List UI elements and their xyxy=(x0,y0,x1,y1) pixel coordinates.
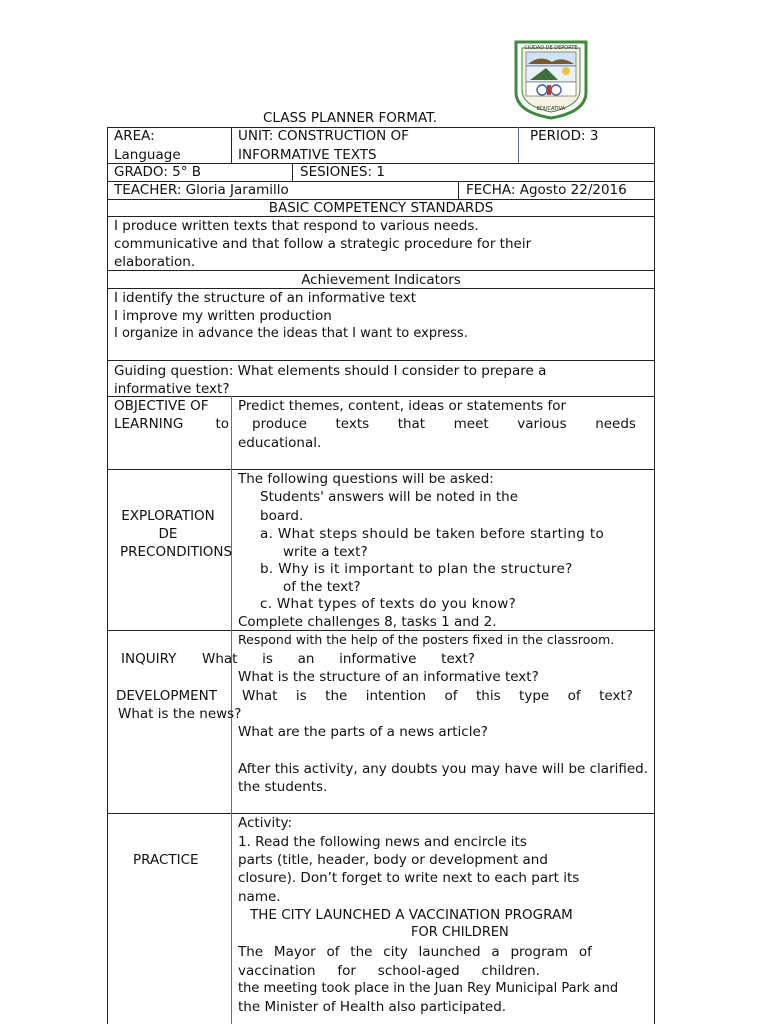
col-divider xyxy=(458,181,459,199)
word: for xyxy=(337,963,356,979)
word: of xyxy=(578,944,592,960)
practice-label: PRACTICE xyxy=(133,852,199,868)
guiding-question-line: Guiding question: What elements should I consider to prepare a xyxy=(114,363,547,379)
word: an xyxy=(297,651,315,667)
inquiry-question-3 xyxy=(242,687,633,705)
word: meet xyxy=(453,416,489,432)
question-b: b. Why is it important to plan the structure? xyxy=(260,561,573,577)
respond-line: Respond with the help of the posters fixed in the classroom. xyxy=(238,632,615,647)
word: that xyxy=(397,416,426,432)
indicators-heading: Achievement Indicators xyxy=(301,272,461,288)
standards-heading: BASIC COMPETENCY STANDARDS xyxy=(268,200,494,216)
word: city xyxy=(383,944,408,960)
document-title: CLASS PLANNER FORMAT. xyxy=(263,110,438,126)
row-divider xyxy=(107,360,655,361)
objective-text: educational. xyxy=(238,435,322,451)
inquiry-label: INQUIRY xyxy=(121,651,177,667)
word: launched xyxy=(418,944,481,960)
standards-line: communicative and that follow a strategic procedure for their xyxy=(114,236,532,252)
doubts-line: After this activity, any doubts you may have will be clarified. xyxy=(238,761,649,777)
indicator-line: I identify the structure of an informative text xyxy=(114,290,417,306)
inquiry-question-1 xyxy=(202,650,475,668)
word: The xyxy=(238,944,264,960)
guiding-question-line: informative text? xyxy=(114,381,230,397)
indicator-line: I improve my written production xyxy=(114,308,332,324)
fecha: FECHA: Agosto 22/2016 xyxy=(466,182,627,198)
word: the xyxy=(325,688,348,704)
inquiry-question-2: What is the structure of an informative text? xyxy=(238,669,539,685)
objective-label-word: LEARNING xyxy=(114,416,184,432)
question-c: c. What types of texts do you know? xyxy=(260,596,517,612)
word: text? xyxy=(599,688,633,704)
word: informative xyxy=(339,651,417,667)
svg-text:EDUCATIVA: EDUCATIVA xyxy=(536,106,566,112)
exploration-label: EXPLORATION xyxy=(121,508,215,524)
activity-heading: Activity: xyxy=(238,815,293,831)
svg-text:CIUDAD DE DEPORTE: CIUDAD DE DEPORTE xyxy=(524,45,578,51)
word: of xyxy=(326,944,340,960)
news-body-line: the Minister of Health also participated. xyxy=(238,999,507,1015)
word: text? xyxy=(441,651,475,667)
news-body-line xyxy=(238,943,592,961)
word: vaccination xyxy=(238,963,316,979)
col-divider xyxy=(518,127,519,163)
word: children. xyxy=(481,963,540,979)
objective-label-word: to xyxy=(215,416,229,432)
objective-label: OBJECTIVE OF xyxy=(114,398,209,414)
word: is xyxy=(262,651,273,667)
inquiry-question-3-wrap: What is the news? xyxy=(118,706,242,722)
inquiry-question-4: What are the parts of a news article? xyxy=(238,724,488,740)
exploration-intro: The following questions will be asked: xyxy=(238,471,494,487)
word: of xyxy=(444,688,458,704)
row-divider xyxy=(107,813,655,814)
development-label: DEVELOPMENT xyxy=(116,688,218,704)
standards-line: I produce written texts that respond to various needs. xyxy=(114,218,479,234)
objective-text-justified xyxy=(238,415,636,433)
word: is xyxy=(295,688,307,704)
area-value: Language xyxy=(114,147,181,163)
exploration-note: Students' answers will be noted in the xyxy=(260,489,519,505)
challenge-line: Complete challenges 8, tasks 1 and 2. xyxy=(238,614,497,630)
sesiones: SESIONES: 1 xyxy=(300,164,385,180)
area-label: AREA: xyxy=(114,128,155,144)
col-divider xyxy=(292,163,293,181)
word: of xyxy=(567,688,581,704)
word: Mayor xyxy=(273,944,316,960)
word: What xyxy=(242,688,278,704)
question-a: a. What steps should be taken before starting to xyxy=(260,526,605,542)
word: type xyxy=(519,688,550,704)
word: the xyxy=(350,944,373,960)
word: produce xyxy=(252,416,307,432)
col-divider xyxy=(231,127,232,163)
news-body-line: the meeting took place in the Juan Rey Municipal Park and xyxy=(238,981,619,996)
news-body-line xyxy=(238,962,540,980)
word: program xyxy=(510,944,569,960)
teacher: TEACHER: Gloria Jaramillo xyxy=(114,182,289,198)
unit-line-1: UNIT: CONSTRUCTION OF xyxy=(238,128,409,144)
instruction-line: name. xyxy=(238,889,281,905)
question-a-cont: write a text? xyxy=(283,544,368,560)
grado: GRADO: 5° B xyxy=(114,164,202,180)
exploration-label: PRECONDITIONS xyxy=(120,544,233,560)
word: this xyxy=(475,688,501,704)
period: PERIOD: 3 xyxy=(530,128,599,144)
table-border-right xyxy=(654,127,655,1024)
word: What xyxy=(202,651,238,667)
word: school-aged xyxy=(377,963,460,979)
word: texts xyxy=(335,416,370,432)
word: various xyxy=(517,416,567,432)
instruction-line: closure). Don’t forget to write next to each part its xyxy=(238,870,580,886)
doubts-line: the students. xyxy=(238,779,328,795)
exploration-note: board. xyxy=(260,508,304,524)
standards-line: elaboration. xyxy=(114,254,196,270)
question-b-cont: of the text? xyxy=(283,579,361,595)
exploration-label: DE xyxy=(158,526,178,542)
objective-text: Predict themes, content, ideas or statements for xyxy=(238,398,567,414)
indicator-line: I organize in advance the ideas that I want to express. xyxy=(114,326,468,341)
unit-line-2: INFORMATIVE TEXTS xyxy=(238,147,377,163)
word: intention xyxy=(365,688,427,704)
instruction-line: parts (title, header, body or development and xyxy=(238,852,548,868)
objective-label-2 xyxy=(114,415,229,433)
table-border-left xyxy=(107,127,108,1024)
word: needs xyxy=(595,416,636,432)
news-title: THE CITY LAUNCHED A VACCINATION PROGRAM xyxy=(250,907,573,923)
school-crest-logo xyxy=(512,40,590,120)
news-title-cont: FOR CHILDREN xyxy=(411,925,509,940)
instruction-line: 1. Read the following news and encircle its xyxy=(238,834,527,850)
word: a xyxy=(491,944,500,960)
